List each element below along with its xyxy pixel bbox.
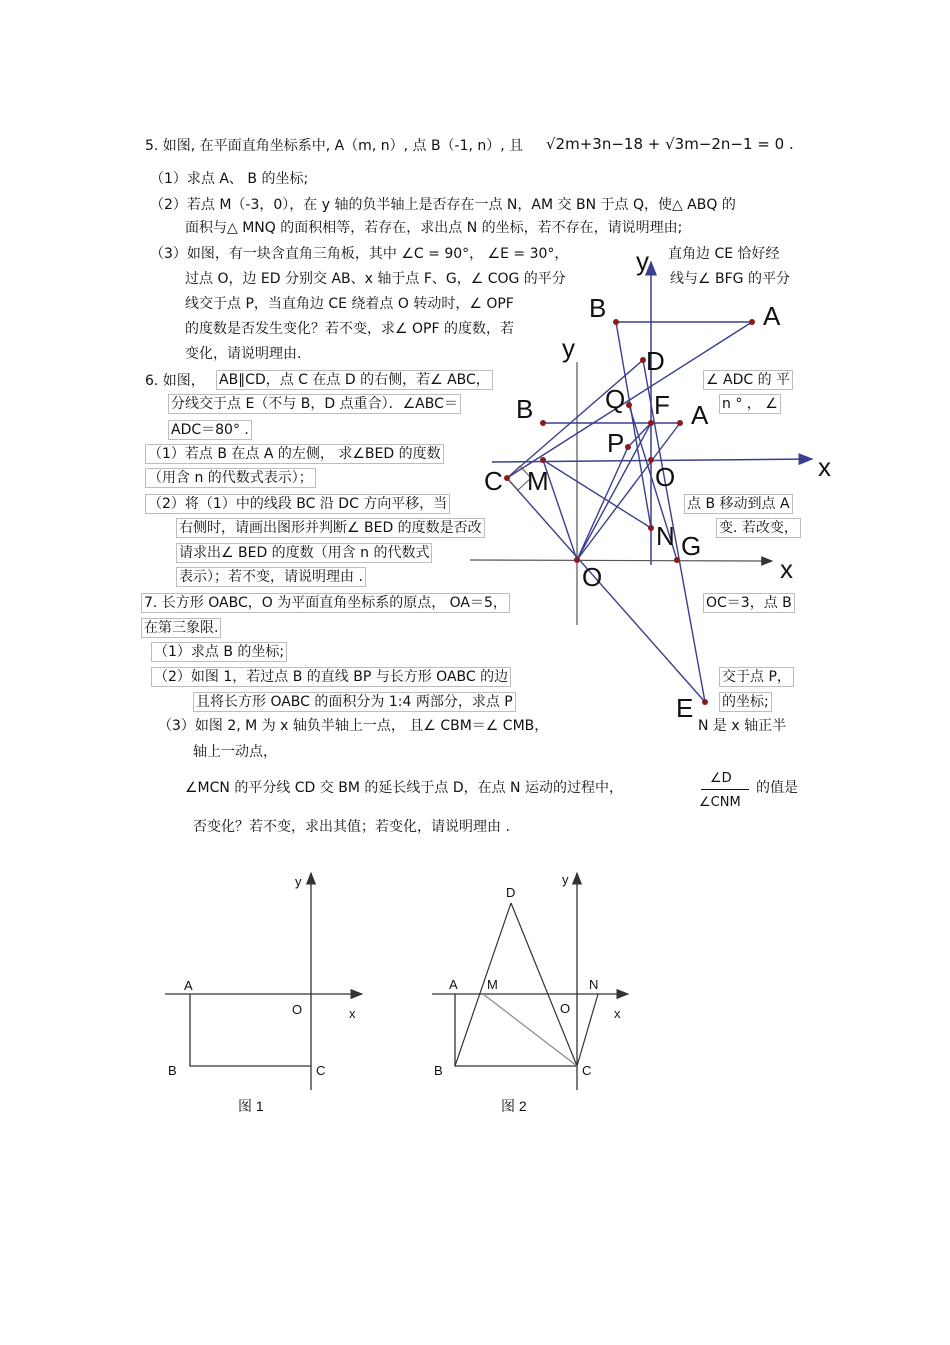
label-x1: x [818, 452, 831, 482]
q7-sub2: （2）如图 1，若过点 B 的直线 BP 与长方形 OABC 的边 [151, 667, 511, 687]
q7-sub2c: 且将长方形 OABC 的面积分为 1:4 两部分，求点 P [193, 692, 516, 712]
fig2-label-B: B [434, 1063, 443, 1078]
fig2-label-O: O [560, 1001, 571, 1016]
q6-sub2b: 点 B 移动到点 A [684, 494, 793, 514]
fig1-label-y: y [295, 874, 302, 889]
fig2-label-A: A [449, 977, 458, 992]
fig1-label-C: C [316, 1063, 326, 1078]
q6-sub2c: 右侧时，请画出图形并判断∠ BED 的度数是否改 [176, 518, 485, 538]
q7-frac-num: ∠D [710, 771, 732, 786]
label-y1: y [636, 246, 649, 276]
fig2-segment-NC [577, 994, 598, 1066]
q6-line1c: ∠ ADC 的 平 [703, 370, 793, 390]
fig1-label-A: A [184, 978, 193, 993]
q7-line1b: OC＝3，点 B [703, 593, 795, 613]
q6-line2a: 分线交于点 E（不与 B，D 点重合）．∠ABC＝ [168, 394, 461, 414]
q7-sub2d: 的坐标; [719, 692, 772, 712]
label-C: C [484, 466, 503, 496]
q6-sub2f: 表示）；若不变，请说明理由 . [176, 567, 366, 587]
q7-line1: 7. 长方形 OABC，O 为平面直角坐标系的原点， OA＝5， [141, 593, 510, 613]
q6-sub2e: 请求出∠ BED 的度数（用含 n 的代数式 [176, 543, 432, 563]
label-B2: B [516, 394, 534, 424]
fig2-segment-DC [511, 903, 577, 1066]
fig2-label-N: N [589, 977, 599, 992]
label-G: G [681, 531, 702, 561]
label-P: P [607, 428, 625, 458]
q5-sub2-line1: （2）若点 M（-3，0），在 y 轴的负半轴上是否存在一点 N，AM 交 BN 于点 Q，使△ ABQ 的 [150, 197, 736, 213]
q6-line1a: 6. 如图， [145, 373, 205, 389]
fig2-label-M: M [487, 977, 498, 992]
q5-equation: √2m+3n−18 + √3m−2n−1 = 0 . [546, 135, 794, 153]
label-B1: B [589, 293, 607, 323]
label-x2: x [780, 554, 793, 584]
q5-sub3-line3: 线交于点 P，当直角边 CE 绕着点 O 转动时，∠ OPF [185, 296, 514, 312]
q7-sub3e: 的值是 [756, 780, 798, 796]
label-A1: A [763, 301, 781, 331]
q5-line1: 5. 如图, 在平面直角坐标系中, A（m, n）, 点 B（-1, n）, 且 [145, 138, 524, 154]
fig2-label-y: y [562, 872, 569, 887]
label-Q: Q [605, 384, 626, 414]
q5-sub1: （1）求点 A、 B 的坐标; [150, 171, 309, 187]
q6-line3: ADC＝80° . [168, 420, 252, 440]
q7-sub1: （1）求点 B 的坐标; [151, 642, 287, 662]
q5-sub3-line1b: 直角边 CE 恰好经 [668, 246, 780, 262]
fig2-rectangle [455, 994, 577, 1066]
q5-sub3-line1: （3）如图，有一块含直角三角板，其中 ∠C = 90°， ∠E = 30°， [150, 246, 569, 262]
fig1-label-B: B [168, 1063, 177, 1078]
label-N: N [656, 521, 675, 551]
label-O1: O [655, 462, 676, 492]
fig1-label-x: x [349, 1006, 356, 1021]
fig2-label-D: D [506, 885, 516, 900]
q6-line2b: n ° ， ∠ [719, 394, 781, 414]
label-F: F [654, 390, 670, 420]
fig1-caption: 图 1 [238, 1098, 264, 1114]
q7-sub3c: 轴上一动点， [193, 744, 277, 760]
label-D: D [646, 346, 665, 376]
q6-sub2: （2）将（1）中的线段 BC 沿 DC 方向平移，当 [145, 494, 450, 514]
q5-sub2-line2: 面积与△ MNQ 的面积相等，若存在，求出点 N 的坐标，若不存在，请说明理由; [185, 220, 683, 236]
q7-sub3d: ∠MCN 的平分线 CD 交 BM 的延长线于点 D，在点 N 运动的过程中， [185, 780, 623, 796]
q7-frac-den: ∠CNM [699, 795, 741, 810]
q5-sub3-line2: 过点 O，边 ED 分别交 AB、x 轴于点 F、G，∠ COG 的平分 [185, 271, 566, 287]
q5-sub3-line2b: 线与∠ BFG 的平分 [670, 271, 790, 287]
fig1-label-O: O [292, 1002, 303, 1017]
q7-sub3b: N 是 x 轴正半 [698, 718, 787, 734]
label-O2: O [582, 562, 603, 592]
q6-sub1: （1）若点 B 在点 A 的左侧， 求∠BED 的度数 [145, 444, 444, 464]
q7-sub3: （3）如图 2, M 为 x 轴负半轴上一点， 且∠ CBM＝∠ CMB， [158, 718, 549, 734]
label-y2: y [562, 333, 575, 363]
q7-sub3f: 否变化？若不变，求出其值；若变化，请说明理由 . [193, 819, 510, 835]
q5-sub3-line4: 的度数是否发生变化？若不变，求∠ OPF 的度数，若 [185, 321, 514, 337]
label-E: E [676, 693, 694, 723]
label-M: M [527, 466, 549, 496]
fig2-caption: 图 2 [501, 1098, 527, 1114]
fig2-label-C: C [582, 1063, 592, 1078]
label-A2: A [691, 400, 709, 430]
q7-line2: 在第三象限. [141, 618, 221, 638]
q6-sub1b: （用含 n 的代数式表示）； [145, 468, 316, 488]
q5-sub3-line5: 变化，请说明理由. [185, 346, 302, 362]
q7-sub2b: 交于点 P， [719, 667, 794, 687]
q6-sub2d: 变. 若改变， [716, 518, 801, 538]
fig2-segment-BD [455, 903, 511, 1066]
q6-line1b: AB∥CD，点 C 在点 D 的右侧，若∠ ABC， [216, 370, 493, 390]
fig2-label-x: x [614, 1006, 621, 1021]
